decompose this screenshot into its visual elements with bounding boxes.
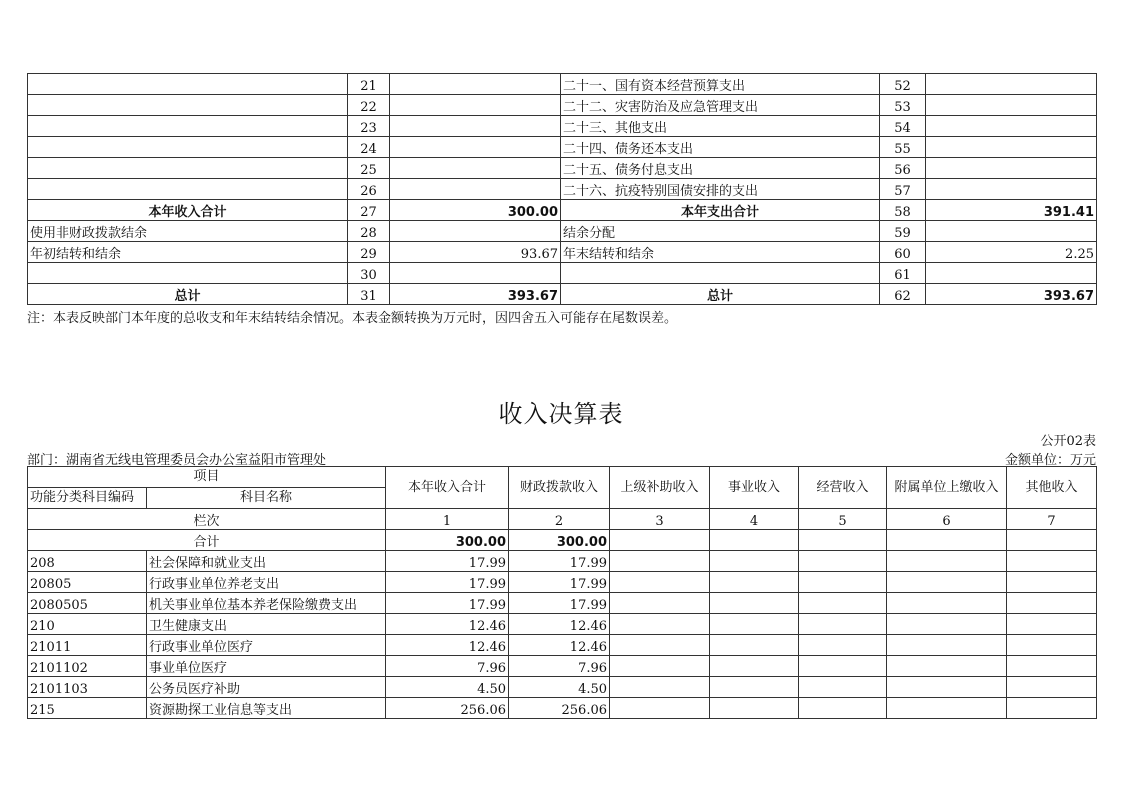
- income-value: [799, 551, 887, 572]
- total-value: 300.00: [386, 530, 509, 551]
- income-amount: [390, 158, 561, 179]
- income-value: [887, 635, 1007, 656]
- expense-amount: 391.41: [926, 200, 1097, 221]
- income-item-label: 年初结转和结余: [28, 242, 348, 263]
- summary-row: [28, 137, 1097, 158]
- table-row: [28, 635, 1097, 656]
- expense-item-label: 二十四、债务还本支出: [561, 137, 880, 158]
- header-col-6: 附属单位上缴收入: [887, 467, 1007, 509]
- subject-name: 行政事业单位养老支出: [147, 572, 386, 593]
- income-amount: [390, 116, 561, 137]
- total-value: [610, 530, 710, 551]
- income-value: 17.99: [386, 551, 509, 572]
- header-col-2: 财政拨款收入: [509, 467, 610, 509]
- summary-row: [28, 242, 1097, 263]
- expense-row-number: 52: [880, 74, 926, 95]
- income-value: 17.99: [386, 593, 509, 614]
- expense-amount: [926, 221, 1097, 242]
- income-row-number: 30: [348, 263, 390, 284]
- income-value: 17.99: [509, 593, 610, 614]
- expense-row-number: 59: [880, 221, 926, 242]
- income-value: [710, 551, 799, 572]
- expense-amount: 393.67: [926, 284, 1097, 305]
- income-value: 4.50: [509, 677, 610, 698]
- expense-row-number: 61: [880, 263, 926, 284]
- subject-code: 2101102: [28, 656, 147, 677]
- subject-name: 资源勘探工业信息等支出: [147, 698, 386, 719]
- expense-item-label: 二十三、其他支出: [561, 116, 880, 137]
- income-value: [887, 551, 1007, 572]
- form-number: 公开02表: [1040, 434, 1096, 449]
- page-title: 收入决算表: [498, 400, 624, 428]
- subject-code: 21011: [28, 635, 147, 656]
- header-col-4: 事业收入: [710, 467, 799, 509]
- subject-name: 机关事业单位基本养老保险缴费支出: [147, 593, 386, 614]
- income-value: [710, 572, 799, 593]
- table-row: [28, 698, 1097, 719]
- income-value: [799, 572, 887, 593]
- income-value: [710, 635, 799, 656]
- subject-code: 20805: [28, 572, 147, 593]
- income-value: 4.50: [386, 677, 509, 698]
- income-value: [610, 614, 710, 635]
- table-row: [28, 551, 1097, 572]
- expense-item-label: 本年支出合计: [561, 200, 880, 221]
- subject-name: 事业单位医疗: [147, 656, 386, 677]
- income-value: 12.46: [386, 614, 509, 635]
- expense-amount: [926, 95, 1097, 116]
- income-value: [887, 593, 1007, 614]
- expense-amount: 2.25: [926, 242, 1097, 263]
- summary-table: [27, 73, 1097, 305]
- income-value: 12.46: [509, 635, 610, 656]
- income-item-label: [28, 137, 348, 158]
- expense-row-number: 53: [880, 95, 926, 116]
- income-row-number: 23: [348, 116, 390, 137]
- income-amount: [390, 221, 561, 242]
- header-col-7: 其他收入: [1007, 467, 1097, 509]
- income-value: [710, 698, 799, 719]
- income-value: [610, 656, 710, 677]
- expense-row-number: 56: [880, 158, 926, 179]
- income-value: 17.99: [509, 572, 610, 593]
- income-value: [610, 593, 710, 614]
- subject-name: 公务员医疗补助: [147, 677, 386, 698]
- income-value: 7.96: [386, 656, 509, 677]
- income-value: [887, 677, 1007, 698]
- total-value: [710, 530, 799, 551]
- income-item-label: [28, 179, 348, 200]
- income-value: [1007, 614, 1097, 635]
- income-value: [799, 698, 887, 719]
- summary-row: [28, 200, 1097, 221]
- income-value: [610, 635, 710, 656]
- subject-name: 卫生健康支出: [147, 614, 386, 635]
- expense-item-label: 二十二、灾害防治及应急管理支出: [561, 95, 880, 116]
- income-value: [1007, 656, 1097, 677]
- income-value: [710, 614, 799, 635]
- income-amount: [390, 263, 561, 284]
- subject-name: 社会保障和就业支出: [147, 551, 386, 572]
- total-value: [799, 530, 887, 551]
- income-value: [1007, 698, 1097, 719]
- expense-item-label: 总计: [561, 284, 880, 305]
- table-row: [28, 614, 1097, 635]
- income-item-label: [28, 158, 348, 179]
- col-number: 3: [610, 509, 710, 530]
- income-value: [887, 656, 1007, 677]
- income-value: [1007, 593, 1097, 614]
- income-row-number: 24: [348, 137, 390, 158]
- col-number: 4: [710, 509, 799, 530]
- summary-row: [28, 95, 1097, 116]
- expense-amount: [926, 179, 1097, 200]
- income-value: [1007, 572, 1097, 593]
- expense-item-label: [561, 263, 880, 284]
- unit-label: 金额单位：万元: [1004, 453, 1096, 468]
- summary-row: [28, 263, 1097, 284]
- col-number: 2: [509, 509, 610, 530]
- income-row-number: 25: [348, 158, 390, 179]
- header-item: 项目: [28, 467, 386, 488]
- income-item-label: 本年收入合计: [28, 200, 348, 221]
- expense-row-number: 62: [880, 284, 926, 305]
- income-amount: [390, 74, 561, 95]
- income-value: 7.96: [509, 656, 610, 677]
- income-value: 17.99: [509, 551, 610, 572]
- income-value: [610, 677, 710, 698]
- expense-amount: [926, 116, 1097, 137]
- income-value: [1007, 677, 1097, 698]
- income-row-number: 28: [348, 221, 390, 242]
- income-value: [1007, 635, 1097, 656]
- income-item-label: [28, 95, 348, 116]
- expense-row-number: 60: [880, 242, 926, 263]
- summary-row: [28, 284, 1097, 305]
- income-amount: 93.67: [390, 242, 561, 263]
- income-row-number: 22: [348, 95, 390, 116]
- income-amount: [390, 95, 561, 116]
- expense-row-number: 54: [880, 116, 926, 137]
- income-value: 12.46: [509, 614, 610, 635]
- subject-code: 2101103: [28, 677, 147, 698]
- expense-amount: [926, 158, 1097, 179]
- income-row-number: 29: [348, 242, 390, 263]
- expense-amount: [926, 137, 1097, 158]
- income-item-label: 总计: [28, 284, 348, 305]
- income-value: 256.06: [509, 698, 610, 719]
- income-value: [887, 614, 1007, 635]
- income-value: [887, 698, 1007, 719]
- col-number: 6: [887, 509, 1007, 530]
- income-amount: 393.67: [390, 284, 561, 305]
- subject-code: 2080505: [28, 593, 147, 614]
- expense-row-number: 58: [880, 200, 926, 221]
- income-amount: 300.00: [390, 200, 561, 221]
- col-number: 5: [799, 509, 887, 530]
- income-item-label: [28, 74, 348, 95]
- expense-amount: [926, 74, 1097, 95]
- income-value: 12.46: [386, 635, 509, 656]
- income-value: [1007, 551, 1097, 572]
- subject-code: 210: [28, 614, 147, 635]
- header-name: 科目名称: [147, 488, 386, 509]
- income-amount: [390, 137, 561, 158]
- department-label: 部门：湖南省无线电管理委员会办公室益阳市管理处: [27, 453, 327, 468]
- income-table: [27, 466, 1097, 719]
- income-row-number: 27: [348, 200, 390, 221]
- header-col-3: 上级补助收入: [610, 467, 710, 509]
- expense-item-label: 二十一、国有资本经营预算支出: [561, 74, 880, 95]
- income-value: [610, 551, 710, 572]
- expense-amount: [926, 263, 1097, 284]
- income-item-label: [28, 116, 348, 137]
- col-number: 1: [386, 509, 509, 530]
- table-row: [28, 677, 1097, 698]
- total-row-label: 合计: [28, 530, 386, 551]
- income-row-number: 26: [348, 179, 390, 200]
- table-row: [28, 656, 1097, 677]
- expense-item-label: 二十五、债务付息支出: [561, 158, 880, 179]
- income-amount: [390, 179, 561, 200]
- income-value: [710, 677, 799, 698]
- subject-name: 行政事业单位医疗: [147, 635, 386, 656]
- income-row-number: 31: [348, 284, 390, 305]
- expense-item-label: 二十六、抗疫特别国债安排的支出: [561, 179, 880, 200]
- expense-item-label: 年末结转和结余: [561, 242, 880, 263]
- income-value: [799, 677, 887, 698]
- summary-row: [28, 179, 1097, 200]
- total-value: [1007, 530, 1097, 551]
- header-col-1: 本年收入合计: [386, 467, 509, 509]
- income-value: [887, 572, 1007, 593]
- income-value: [610, 698, 710, 719]
- table-note: 注：本表反映部门本年度的总收支和年末结转结余情况。本表金额转换为万元时，因四舍五入可能存在尾数误差。: [27, 311, 678, 326]
- total-value: 300.00: [509, 530, 610, 551]
- summary-row: [28, 158, 1097, 179]
- income-value: [799, 614, 887, 635]
- income-value: [610, 572, 710, 593]
- income-item-label: [28, 263, 348, 284]
- income-value: 17.99: [386, 572, 509, 593]
- income-value: [710, 593, 799, 614]
- summary-row: [28, 221, 1097, 242]
- expense-row-number: 55: [880, 137, 926, 158]
- col-number: 7: [1007, 509, 1097, 530]
- subject-code: 215: [28, 698, 147, 719]
- table-row: [28, 593, 1097, 614]
- income-value: [799, 656, 887, 677]
- header-code: 功能分类科目编码: [28, 488, 147, 509]
- row-label-column-number: 栏次: [28, 509, 386, 530]
- income-value: 256.06: [386, 698, 509, 719]
- total-value: [887, 530, 1007, 551]
- summary-row: [28, 74, 1097, 95]
- income-row-number: 21: [348, 74, 390, 95]
- expense-row-number: 57: [880, 179, 926, 200]
- subject-code: 208: [28, 551, 147, 572]
- income-value: [710, 656, 799, 677]
- expense-item-label: 结余分配: [561, 221, 880, 242]
- header-col-5: 经营收入: [799, 467, 887, 509]
- table-row: [28, 572, 1097, 593]
- income-value: [799, 593, 887, 614]
- summary-row: [28, 116, 1097, 137]
- income-item-label: 使用非财政拨款结余: [28, 221, 348, 242]
- income-value: [799, 635, 887, 656]
